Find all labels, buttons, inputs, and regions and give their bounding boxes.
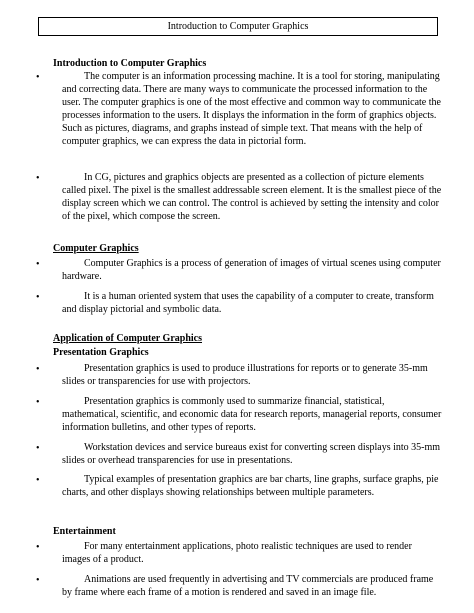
bullet-marker: •	[36, 72, 40, 83]
bullet-marker: •	[36, 443, 40, 454]
bullet-marker: •	[36, 259, 40, 270]
subheading-entertainment: Entertainment	[53, 526, 116, 537]
paragraph-presentation-4	[62, 474, 442, 500]
section-heading-intro: Introduction to Computer Graphics	[53, 58, 207, 69]
page-header: Introduction to Computer Graphics	[38, 17, 438, 36]
bullet-marker: •	[36, 542, 40, 553]
paragraph-text: Presentation graphics is commonly used to summarize financial, statistical, mathematical, scientific, and economic data for research reports, managerial reports, consumer information bulletins, and other types of reports.	[62, 396, 442, 433]
bullet-marker: •	[36, 575, 40, 586]
paragraph-text: Presentation graphics is used to produce illustrations for reports or to generate 35-mm slides or transparencies for use with projectors.	[62, 363, 428, 387]
section-heading-application: Application of Computer Graphics	[53, 333, 202, 344]
subheading-presentation: Presentation Graphics	[53, 347, 149, 358]
bullet-marker: •	[36, 173, 40, 184]
paragraph-cg-1	[62, 258, 442, 284]
paragraph-text: Workstation devices and service bureaus exist for converting screen displays into 35-mm slides or overhead transparencies for use in presentations.	[62, 442, 441, 466]
paragraph-text: In CG, pictures and graphics objects are presented as a collection of picture elements called pixel. The pixel is the smallest addressable screen element. It is the smallest piece of the display screen which we can control. The control is achieved by setting the intensity and color of the pixel, which compose the screen.	[62, 172, 442, 222]
paragraph-text: Computer Graphics is a process of generation of images of virtual scenes using computer hardware.	[62, 258, 441, 282]
paragraph-intro-2	[62, 172, 442, 224]
bullet-marker: •	[36, 364, 40, 375]
paragraph-text: Animations are used frequently in advertising and TV commercials are produced frame by frame where each frame of a motion is rendered and saved in an image file.	[62, 574, 434, 598]
paragraph-cg-2	[62, 291, 442, 317]
paragraph-text: The computer is an information processing machine. It is a tool for storing, manipulating and correcting data. There are many ways to communicate the processed information to the user. The computer graphics is one of the most effective and common way to communicate the processes information to the users. It displays the information in the form of graphics objects. Such as pictures, diagrams, and graphs instead of simple text. That means with the help of computer graphics, we can express the data in pictorial form.	[62, 71, 441, 147]
bullet-marker: •	[36, 475, 40, 486]
bullet-marker: •	[36, 292, 40, 303]
bullet-marker: •	[36, 397, 40, 408]
paragraph-text: For many entertainment applications, photo realistic techniques are used to render images of a product.	[62, 541, 412, 565]
paragraph-entertainment-2	[62, 574, 442, 600]
paragraph-intro-1	[62, 71, 442, 148]
paragraph-entertainment-1	[62, 541, 442, 567]
paragraph-presentation-2	[62, 396, 442, 435]
paragraph-presentation-1	[62, 363, 442, 389]
paragraph-presentation-3	[62, 442, 442, 468]
section-heading-cg: Computer Graphics	[53, 243, 139, 254]
paragraph-text: It is a human oriented system that uses the capability of a computer to create, transform and display pictorial and symbolic data.	[62, 291, 434, 315]
paragraph-text: Typical examples of presentation graphics are bar charts, line graphs, surface graphs, pie charts, and other displays showing relationships between multiple parameters.	[62, 474, 439, 498]
